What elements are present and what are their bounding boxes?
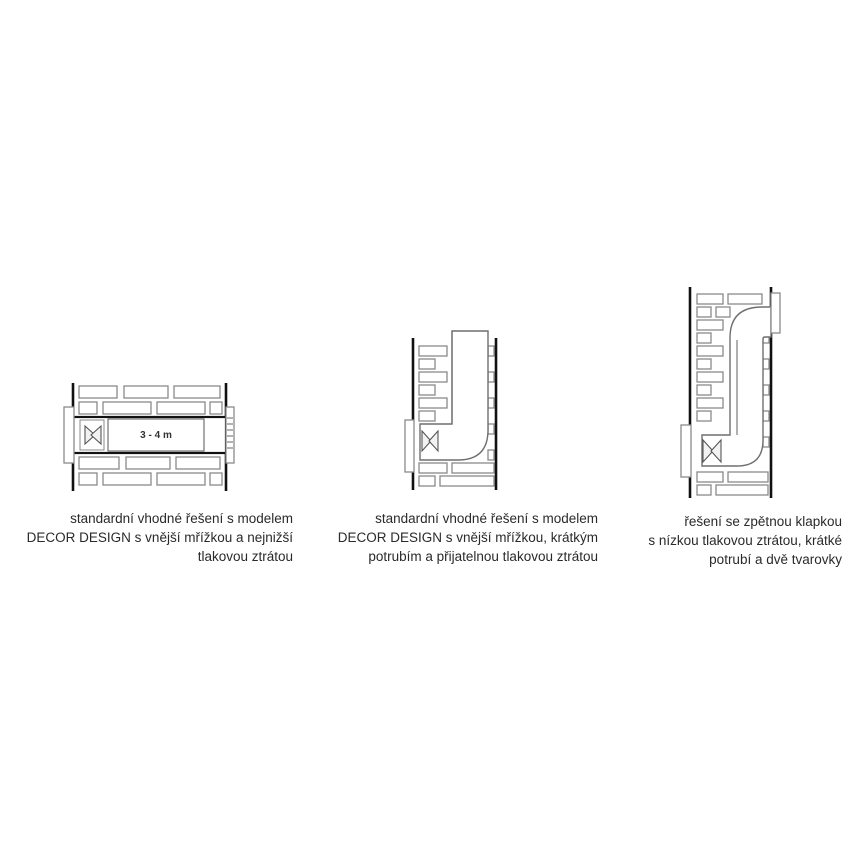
fan-unit xyxy=(80,420,104,450)
brick-wall-top xyxy=(79,386,222,414)
caption-diagram-2 xyxy=(338,509,598,566)
interior-grille xyxy=(405,420,414,472)
caption-line: standardní vhodné řešení s modelem xyxy=(375,511,598,526)
brick-wall-bottom xyxy=(79,457,222,485)
diagram-double-bend xyxy=(681,287,780,498)
caption-line: potrubí a dvě tvarovky xyxy=(709,552,842,567)
caption-diagram-1 xyxy=(27,509,293,566)
exterior-grille xyxy=(226,407,234,463)
interior-grille xyxy=(681,425,691,477)
interior-grille xyxy=(64,407,74,463)
caption-diagram-3 xyxy=(648,512,842,569)
caption-line: s nízkou tlakovou ztrátou, krátké xyxy=(648,533,842,548)
exterior-grille xyxy=(771,293,780,333)
caption-line: potrubím a přijatelnou tlakovou ztrátou xyxy=(368,549,598,564)
diagram-single-bend xyxy=(405,331,496,490)
caption-line: standardní vhodné řešení s modelem xyxy=(70,511,293,526)
caption-line: tlakovou ztrátou xyxy=(197,549,293,564)
diagram-straight-duct xyxy=(64,383,234,491)
dimension-label: 3 - 4 m xyxy=(140,430,172,441)
caption-line: DECOR DESIGN s vnější mřížkou a nejnižší xyxy=(26,530,293,545)
caption-line: řešení se zpětnou klapkou xyxy=(684,514,842,529)
caption-line: DECOR DESIGN s vnější mřížkou, krátkým xyxy=(337,530,598,545)
